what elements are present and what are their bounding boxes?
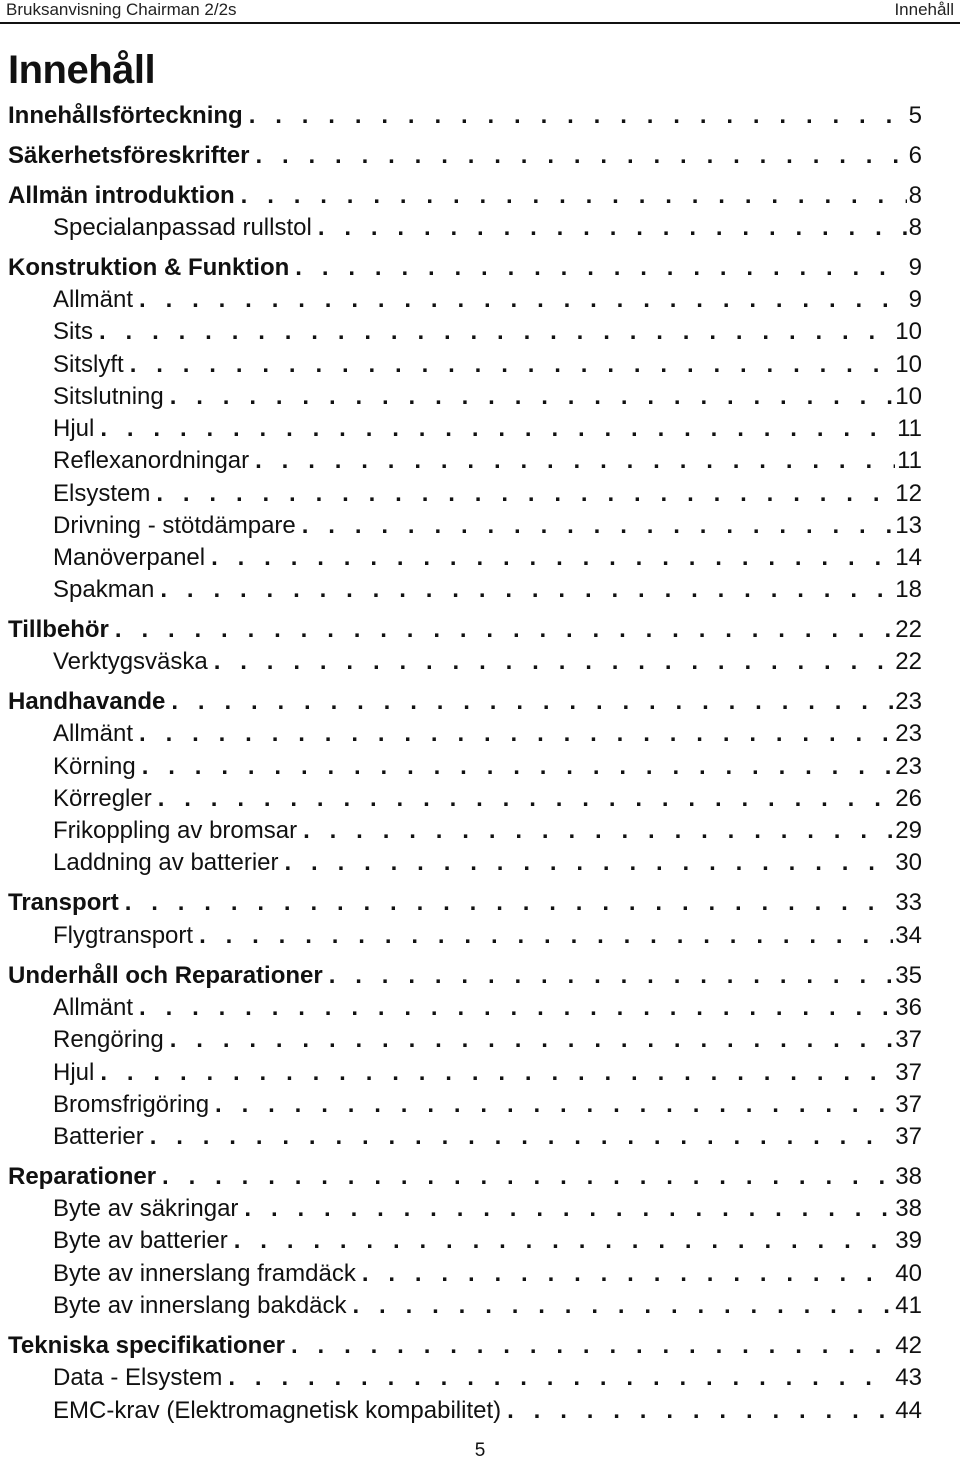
dot-leader [255,445,895,477]
dot-leader [100,413,895,445]
toc-entry-label: Körning [53,753,136,780]
toc-entry-page: 22 [895,648,922,675]
toc-entry-page: 36 [895,994,922,1021]
toc-entry-page: 44 [895,1397,922,1424]
toc-entry-page: 26 [895,785,922,812]
dot-leader [353,1290,894,1322]
toc-entry-page: 30 [895,849,922,876]
toc-entry-label: Byte av säkringar [53,1195,239,1222]
toc-entry-page: 22 [895,616,922,643]
dot-leader [302,510,894,542]
dot-leader [211,542,893,574]
toc-entry-page: 18 [895,576,922,603]
dot-leader [170,1024,894,1056]
toc-entry-page: 10 [895,351,922,378]
toc-entry-label: Tekniska specifikationer [8,1332,286,1359]
toc-subsection-entry[interactable] [53,1057,922,1089]
section-name: Innehåll [894,0,954,19]
toc-subsection-entry[interactable] [53,1258,922,1290]
toc-entry-page: 37 [895,1059,922,1086]
toc-entry-label: Sits [53,318,94,345]
toc-subsection-entry[interactable] [53,1089,922,1121]
toc-entry-label: Allmänt [53,720,134,747]
toc-subsection-entry[interactable] [53,413,922,445]
toc-entry-label: Byte av batterier [53,1227,228,1254]
toc-entry-page: 37 [895,1026,922,1053]
toc-entry-label: Rengöring [53,1026,164,1053]
dot-leader [170,381,894,413]
toc-entry-label: Byte av innerslang bakdäck [53,1292,347,1319]
toc-entry-page: 38 [895,1163,922,1190]
toc-subsection-entry[interactable] [53,212,922,244]
dot-leader [115,614,893,646]
toc-entry-label: Körregler [53,785,152,812]
toc-entry-page: 13 [895,512,922,539]
dot-leader [244,1193,893,1225]
toc-entry-page: 9 [908,254,922,281]
dot-leader [139,992,893,1024]
toc-entry-page: 37 [895,1091,922,1118]
toc-subsection-entry[interactable] [53,1225,922,1257]
toc-entry-page: 39 [895,1227,922,1254]
toc-subsection-entry[interactable] [53,574,922,606]
toc-section-entry[interactable] [8,180,922,212]
toc-subsection-entry[interactable] [53,815,922,847]
toc-entry-page: 23 [895,753,922,780]
toc-section-entry[interactable] [8,252,922,284]
toc-subsection-entry[interactable] [53,478,922,510]
toc-section-entry[interactable] [8,100,922,132]
document-title: Bruksanvisning Chairman 2/2s [6,0,237,19]
page-title: Innehåll [8,48,156,92]
toc-entry-label: Spakman [53,576,155,603]
toc-entry-label: Underhåll och Reparationer [8,962,323,989]
toc-subsection-entry[interactable] [53,847,922,879]
dot-leader [291,1330,893,1362]
toc-entry-label: Specialanpassad rullstol [53,214,312,241]
toc-entry-label: Verktygsväska [53,648,208,675]
dot-leader [156,478,893,510]
toc-entry-label: Byte av innerslang framdäck [53,1260,356,1287]
toc-subsection-entry[interactable] [53,1024,922,1056]
toc-section-entry[interactable] [8,686,922,718]
dot-leader [329,960,894,992]
dot-leader [162,1161,893,1193]
toc-entry-page: 40 [895,1260,922,1287]
toc-entry-label: Allmänt [53,286,134,313]
dot-leader [142,751,894,783]
dot-leader [255,140,906,172]
dot-leader [303,815,893,847]
toc-entry-page: 33 [895,889,922,916]
toc-entry-label: Batterier [53,1123,144,1150]
dot-leader [214,646,894,678]
dot-leader [139,284,907,316]
toc-section-entry[interactable] [8,614,922,646]
toc-entry-page: 37 [895,1123,922,1150]
dot-leader [158,783,894,815]
toc-entry-page: 10 [895,318,922,345]
toc-entry-page: 23 [895,720,922,747]
dot-leader [234,1225,894,1257]
toc-subsection-entry[interactable] [53,718,922,750]
toc-entry-label: Allmänt [53,994,134,1021]
toc-subsection-entry[interactable] [53,316,922,348]
toc-subsection-entry[interactable] [53,381,922,413]
toc-subsection-entry[interactable] [53,646,922,678]
toc-entry-label: Tillbehör [8,616,109,643]
toc-subsection-entry[interactable] [53,284,922,316]
toc-entry-label: Transport [8,889,119,916]
toc-entry-label: Allmän introduktion [8,182,235,209]
toc-entry-page: 42 [895,1332,922,1359]
toc-entry-label: Drivning - stötdämpare [53,512,296,539]
toc-entry-label: Frikoppling av bromsar [53,817,298,844]
dot-leader [295,252,906,284]
toc-entry-page: 12 [895,480,922,507]
dot-leader [100,1057,893,1089]
dot-leader [99,316,893,348]
toc-entry-label: Säkerhetsföreskrifter [8,142,250,169]
dot-leader [160,574,893,606]
toc-entry-label: Hjul [53,415,95,442]
toc-section-entry[interactable] [8,887,922,919]
toc-subsection-entry[interactable] [53,751,922,783]
toc-entry-page: 14 [895,544,922,571]
toc-subsection-entry[interactable] [53,542,922,574]
toc-entry-label: Reflexanordningar [53,447,250,474]
toc-subsection-entry[interactable] [53,1193,922,1225]
toc-entry-page: 29 [895,817,922,844]
toc-entry-page: 41 [895,1292,922,1319]
toc-entry-page: 8 [908,214,922,241]
dot-leader [130,349,894,381]
toc-entry-page: 35 [895,962,922,989]
toc-entry-label: Konstruktion & Funktion [8,254,290,281]
toc-subsection-entry[interactable] [53,920,922,952]
dot-leader [285,847,894,879]
toc-subsection-entry[interactable] [53,1290,922,1322]
toc-entry-page: 38 [895,1195,922,1222]
toc-subsection-entry[interactable] [53,445,922,477]
dot-leader [171,686,893,718]
toc-section-entry[interactable] [8,1330,922,1362]
toc-entry-label: Innehållsförteckning [8,102,243,129]
page-header [0,0,960,24]
toc-entry-page: 11 [897,415,922,442]
toc-subsection-entry[interactable] [53,1362,922,1394]
toc-entry-label: Data - Elsystem [53,1364,223,1391]
dot-leader [125,887,894,919]
dot-leader [215,1089,893,1121]
dot-leader [150,1121,894,1153]
toc-entry-page: 9 [908,286,922,313]
toc-entry-page: 34 [895,922,922,949]
toc-entry-label: Elsystem [53,480,151,507]
toc-entry-label: Hjul [53,1059,95,1086]
toc-entry-page: 5 [908,102,922,129]
dot-leader [139,718,893,750]
toc-entry-page: 8 [908,182,922,209]
toc-entry-page: 11 [897,447,922,474]
toc-entry-page: 43 [895,1364,922,1391]
toc-subsection-entry[interactable] [53,1395,922,1427]
page-number: 5 [474,1440,486,1461]
toc-section-entry[interactable] [8,1161,922,1193]
toc-subsection-entry[interactable] [53,992,922,1024]
toc-subsection-entry[interactable] [53,783,922,815]
dot-leader [199,920,893,952]
toc-subsection-entry[interactable] [53,1121,922,1153]
toc-entry-page: 23 [895,688,922,715]
toc-entry-label: Bromsfrigöring [53,1091,210,1118]
toc-subsection-entry[interactable] [53,349,922,381]
dot-leader [228,1362,893,1394]
toc-entry-page: 10 [895,383,922,410]
dot-leader [249,100,907,132]
toc-entry-label: Reparationer [8,1163,157,1190]
toc-entry-page: 6 [908,142,922,169]
toc-subsection-entry[interactable] [53,510,922,542]
toc-section-entry[interactable] [8,140,922,172]
dot-leader [362,1258,893,1290]
toc-entry-label: Flygtransport [53,922,194,949]
toc-section-entry[interactable] [8,960,922,992]
dot-leader [318,212,907,244]
toc-entry-label: Laddning av batterier [53,849,279,876]
toc-entry-label: Handhavande [8,688,166,715]
dot-leader [507,1395,893,1427]
dot-leader [241,180,907,212]
toc-entry-label: EMC-krav (Elektromagnetisk kompabilitet) [53,1397,502,1424]
toc-entry-label: Manöverpanel [53,544,206,571]
toc-entry-label: Sitslyft [53,351,124,378]
toc-entry-label: Sitslutning [53,383,164,410]
